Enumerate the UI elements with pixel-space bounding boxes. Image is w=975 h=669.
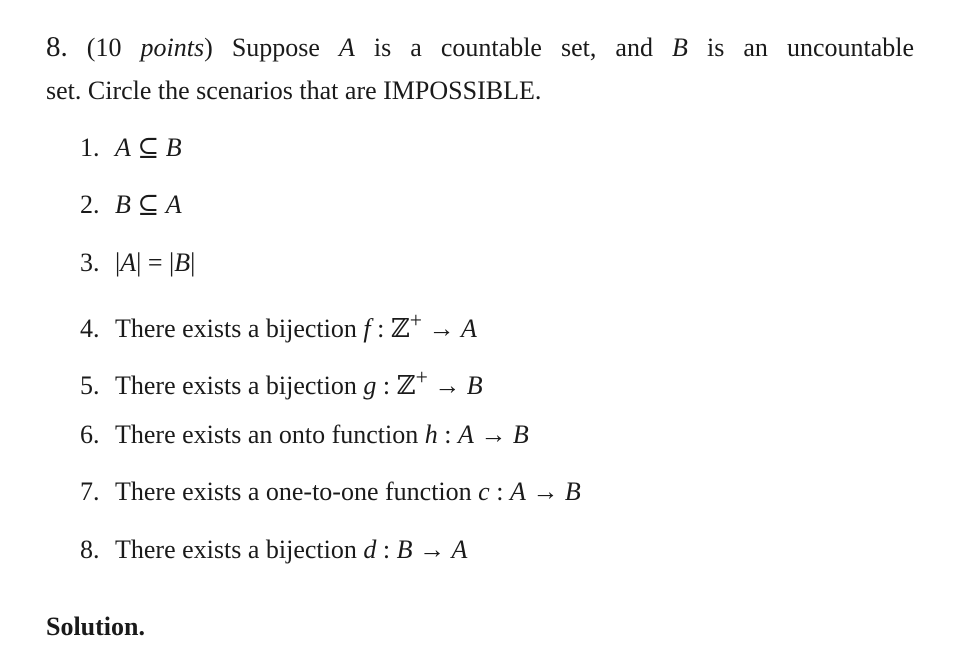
list-item: 1. A ⊆ B [80, 133, 182, 162]
item-text: There exists a bijection d : B → A [115, 534, 468, 564]
item-text: A ⊆ B [115, 133, 182, 162]
problem-number: 8. [46, 31, 68, 63]
list-item: 8. There exists a bijection d : B → A [80, 534, 468, 564]
problem-header [46, 30, 914, 65]
list-item: 5. There exists a bijection g : ℤ+ → B [80, 365, 483, 401]
problem-points: (10 points) [86, 33, 213, 62]
item-text: There exists a one-to-one function c : A → B [115, 477, 581, 507]
problem-text-line1: Suppose A is a countable set, and B is an uncountable [231, 33, 915, 62]
item-text: B ⊆ A [115, 190, 182, 220]
list-item: 6. There exists an onto function h : A → B [80, 419, 529, 449]
solution-label: Solution. [46, 612, 145, 641]
item-text: |A| = |B| [115, 247, 196, 277]
scenario-list [80, 131, 581, 590]
list-item: 3. |A| = |B| [80, 247, 196, 277]
list-item: 2. B ⊆ A [80, 190, 182, 220]
problem-text-line2: set. Circle the scenarios that are IMPOSSIBLE. [46, 76, 542, 105]
list-item: 4. There exists a bijection f : ℤ+ → A [80, 308, 477, 343]
item-text: There exists a bijection g : ℤ+ → B [115, 365, 483, 401]
item-text: There exists an onto function h : A → B [115, 419, 529, 449]
list-item: 7. There exists a one-to-one function c : A → B [80, 477, 581, 507]
item-text: There exists a bijection f : ℤ+ → A [115, 308, 477, 343]
